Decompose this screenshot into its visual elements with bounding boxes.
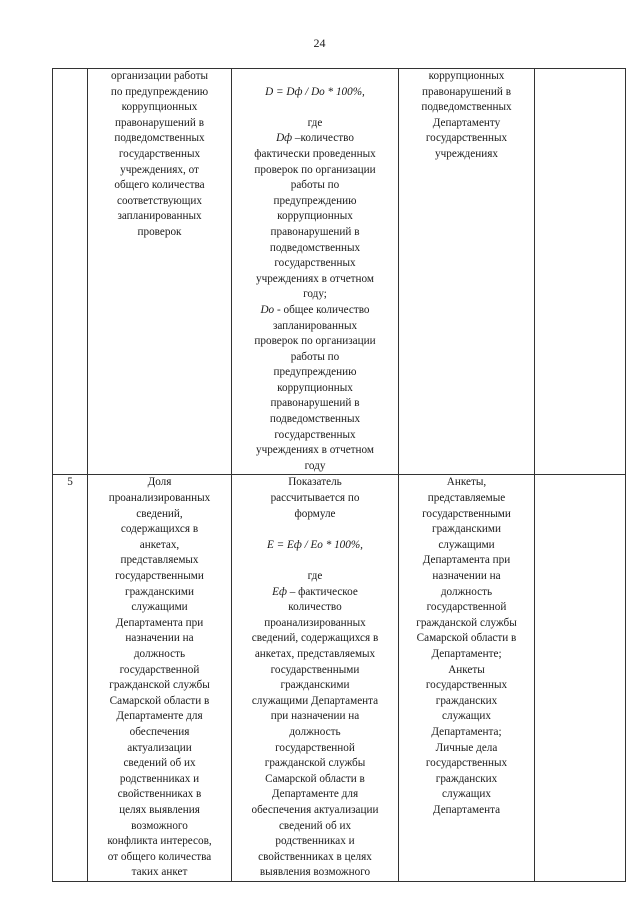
indicator-name-line: целях выявления: [119, 803, 200, 816]
formula-definition-line: сведений об их: [278, 819, 352, 832]
data-source-line: государственными: [422, 507, 511, 520]
indicator-name-line: проверок: [137, 225, 182, 238]
indicator-name-line: государственными: [115, 570, 204, 582]
indicator-name-line: сведений об их: [123, 757, 196, 770]
formula-definition-line: фактически проведенных: [254, 147, 376, 160]
data-source-line: правонарушений в: [422, 85, 511, 98]
indicator-name-line: гражданскими: [125, 585, 194, 598]
formula-definition-line: анкетах, представляемых: [254, 647, 376, 660]
indicator-name-line: возможного: [131, 819, 188, 832]
formula-symbol: Dф: [276, 132, 293, 145]
formula-definition-line: предупреждению: [273, 194, 357, 207]
data-source-line: служащих: [442, 710, 491, 723]
formula-definition-line: предупреждению: [273, 366, 357, 379]
indicator-name-line: гражданской службы: [109, 679, 210, 692]
data-source-line: гражданских: [435, 772, 498, 785]
indicator-name-line: от общего количества: [107, 850, 212, 863]
indicator-name-line: учреждениях, от: [120, 163, 199, 176]
indicator-name-line: государственной: [119, 663, 200, 676]
formula-definition-line: сведений, содержащихся в: [251, 632, 379, 645]
data-source-cell: [399, 69, 535, 475]
table-row: [53, 475, 626, 881]
formula-definition-line: Самарской области в: [265, 772, 365, 785]
data-source-line: Самарской области в: [416, 632, 517, 645]
data-source-line: коррупционных: [428, 70, 505, 82]
formula-intro-line: формуле: [294, 507, 336, 520]
data-source-line: Департамента;: [431, 725, 502, 738]
formula-definition-line: государственных: [274, 257, 356, 270]
empty-cell: [535, 69, 626, 475]
indicator-name-line: актуализации: [127, 741, 192, 754]
formula-definition-line: коррупционных: [277, 210, 353, 223]
formula-definition-line: должность: [289, 725, 341, 738]
formula-definition-line: запланированных: [272, 319, 358, 332]
indicator-name-cell: [88, 69, 232, 475]
indicator-name-line: подведомственных: [114, 132, 205, 145]
formula-definition-line: служащими Департамента: [251, 694, 379, 707]
indicator-name-line: соответствующих: [116, 194, 202, 207]
data-source-line: гражданскими: [432, 523, 501, 536]
indicator-name-line: коррупционных: [121, 101, 198, 114]
data-source-line: государственных: [425, 679, 508, 692]
indicator-name-line: таких анкет: [131, 866, 188, 879]
formula-definition-line: при назначении на: [270, 710, 360, 723]
formula-definition-line: количество: [288, 601, 342, 614]
formula-definition-line: коррупционных: [277, 381, 353, 394]
data-source-line: государственных: [425, 757, 508, 770]
data-source-line: служащими: [438, 538, 495, 551]
data-source-line: Анкеты,: [446, 476, 487, 489]
page-number: 24: [313, 36, 326, 50]
formula-definition-line: учреждениях в отчетном: [255, 444, 375, 457]
data-source-line: представляемые: [427, 492, 506, 505]
data-source-line: гражданских: [435, 694, 498, 707]
indicator-name-line: Департамента при: [115, 616, 204, 629]
data-source-line: гражданской службы: [416, 616, 517, 629]
row-number: 5: [67, 476, 73, 489]
formula-definition-line: родственниках и: [275, 835, 355, 848]
data-source-line: подведомственных: [421, 101, 512, 114]
indicator-name-line: служащими: [131, 601, 188, 614]
formula-cell: [232, 69, 399, 475]
empty-cell: [535, 475, 626, 881]
data-source-line: государственных: [425, 132, 508, 145]
indicator-name-line: анкетах,: [139, 538, 180, 551]
formula-definition-line: правонарушений в: [270, 397, 360, 410]
data-source-line: Департаменту: [432, 116, 501, 129]
formula-definition-line: подведомственных: [269, 241, 361, 254]
row-number-cell: [53, 475, 88, 881]
data-source-line: государственной: [426, 601, 507, 614]
formula-definition-line: государственной: [275, 741, 355, 754]
formula-definition-line: учреждениях в отчетном: [255, 272, 375, 285]
data-source-line: Личные дела: [435, 741, 498, 754]
formula-symbol: Dо: [260, 303, 275, 316]
data-source-cell: [399, 475, 535, 881]
formula-definition-line: – фактическое: [289, 585, 358, 598]
formula-where: где: [307, 116, 323, 129]
data-source-line: назначении на: [432, 570, 501, 582]
formula-definition-line: свойственниках в целях: [258, 850, 372, 863]
formula-definition-line: работы по: [290, 179, 340, 192]
formula-definition-line: году;: [303, 288, 327, 301]
indicator-name-line: государственных: [118, 147, 201, 160]
formula-definition-line: проверок по организации: [254, 335, 376, 348]
formula-definition-line: гражданскими: [280, 679, 350, 692]
indicator-name-line: свойственниках в: [117, 788, 202, 801]
indicator-name-line: запланированных: [117, 210, 202, 223]
indicator-name-line: общего количества: [114, 179, 205, 192]
indicator-name-line: правонарушений в: [115, 116, 204, 129]
formula-intro-line: Показатель: [288, 476, 342, 489]
formula-definition-line: государственными: [270, 663, 360, 676]
indicator-name-line: организации работы: [111, 70, 208, 82]
indicator-table: [52, 68, 626, 882]
formula-expression: D = Dф / Dо * 100%,: [265, 85, 365, 98]
table-row: [53, 69, 626, 475]
indicator-name-line: конфликта интересов,: [107, 835, 212, 848]
data-source-line: Анкеты: [448, 663, 485, 676]
indicator-name-line: обеспечения: [129, 725, 190, 738]
indicator-name-line: сведений,: [136, 507, 183, 520]
indicator-name-line: назначении на: [125, 632, 194, 645]
indicator-name-line: содержащихся в: [120, 523, 199, 536]
formula-definition-line: работы по: [290, 350, 340, 363]
indicator-name-line: проанализированных: [108, 492, 211, 505]
formula-expression: E = Eф / Eо * 100%,: [267, 538, 363, 551]
formula-definition-line: подведомственных: [269, 413, 361, 426]
formula-definition-line: правонарушений в: [270, 225, 360, 238]
indicator-name-line: Департаменте для: [116, 710, 203, 723]
formula-definition-line: году: [304, 459, 326, 472]
indicator-name-line: родственниках и: [119, 772, 200, 785]
formula-definition-line: проверок по организации: [254, 163, 376, 176]
formula-definition-line: государственных: [274, 428, 356, 441]
data-source-line: учреждениях: [435, 147, 498, 160]
formula-symbol: Eф: [272, 585, 287, 598]
data-source-line: Департамента при: [422, 554, 511, 567]
formula-definition-line: выявления возможного: [259, 866, 371, 879]
row-number-cell: [53, 69, 88, 475]
indicator-name-line: должность: [133, 647, 186, 660]
formula-definition-line: –количество: [294, 132, 354, 145]
formula-definition-line: гражданской службы: [264, 757, 366, 770]
indicator-name-line: представляемых: [120, 554, 199, 567]
data-source-line: должность: [440, 585, 493, 598]
formula-cell: [232, 475, 399, 881]
indicator-name-line: Доля: [147, 476, 172, 489]
formula-definition-line: Департаменте для: [271, 788, 359, 801]
indicator-name-line: Самарской области в: [109, 694, 210, 707]
formula-definition-line: - общее количество: [276, 303, 370, 316]
formula-definition-line: обеспечения актуализации: [251, 803, 379, 816]
formula-intro-line: рассчитывается по: [270, 492, 360, 505]
indicator-name-line: по предупреждению: [110, 85, 209, 98]
data-source-line: Департаменте;: [431, 647, 502, 660]
formula-definition-line: проанализированных: [264, 616, 366, 629]
formula-where: где: [307, 570, 323, 582]
data-source-line: служащих: [442, 788, 491, 801]
data-source-line: Департамента: [432, 803, 501, 816]
indicator-name-cell: [88, 475, 232, 881]
